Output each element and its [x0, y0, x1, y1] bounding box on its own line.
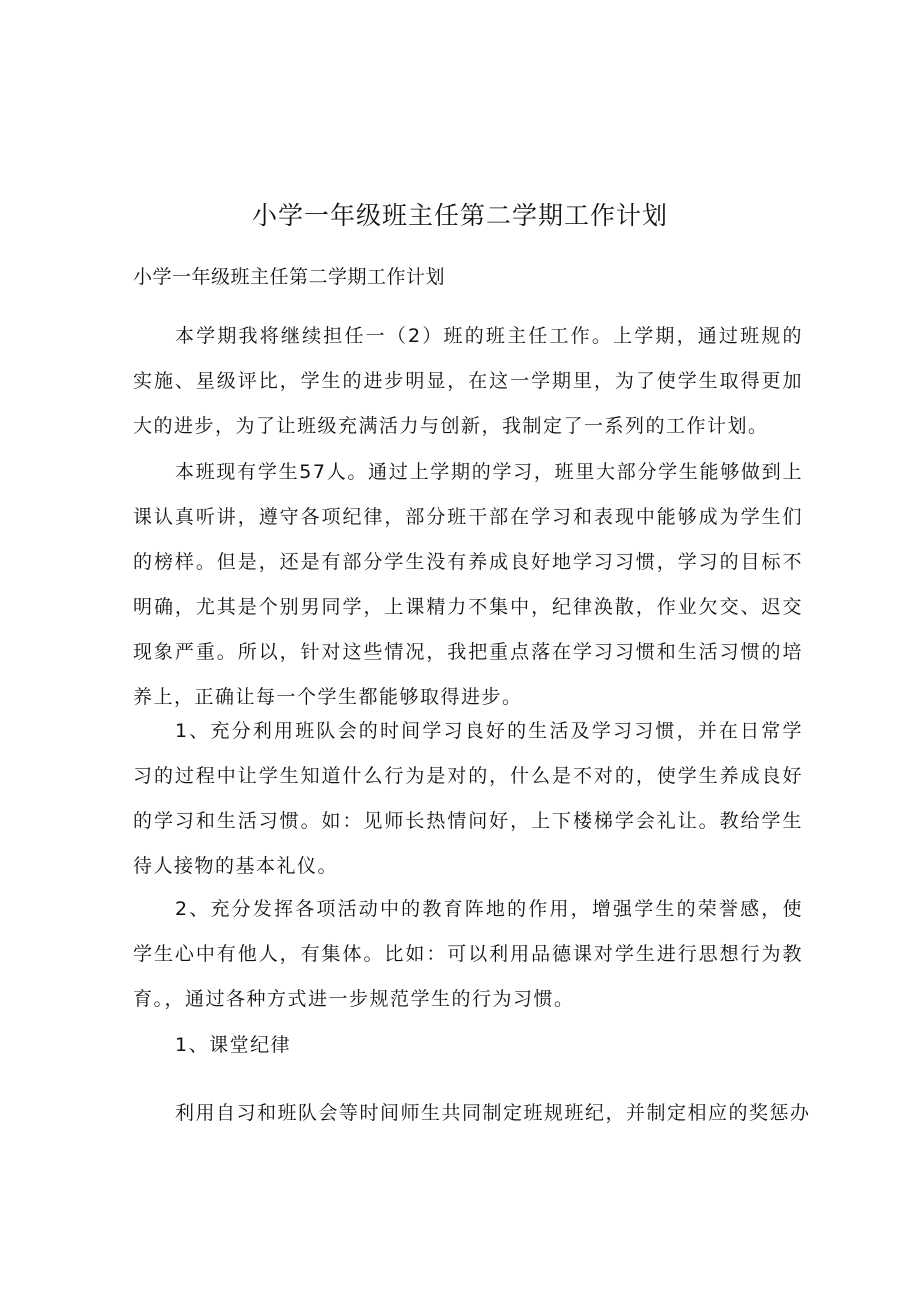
- paragraph-item-1: 1、充分利用班队会的时间学习良好的生活及学习习惯，并在日常学习的过程中让学生知道什么行为是对的，什么是不对的，使学生养成良好的学习和生活习惯。如：见师长热情问好，上下楼梯学会礼让。教给学生待人接物的基本礼仪。: [133, 720, 803, 877]
- section-heading-classroom-discipline: 1、课堂纪律: [175, 1034, 292, 1056]
- paragraph-discipline-rules: 利用自习和班队会等时间师生共同制定班规班纪，并制定相应的奖惩办: [175, 1102, 811, 1124]
- document-title: 小学一年级班主任第二学期工作计划: [251, 201, 668, 230]
- paragraph-intro: 本学期我将继续担任一（2）班的班主任工作。上学期，通过班规的实施、星级评比，学生的进步明显，在这一学期里，为了使学生取得更加大的进步，为了让班级充满活力与创新，我制定了一系列的工作计划。: [133, 325, 803, 437]
- document-subtitle: 小学一年级班主任第二学期工作计划: [133, 266, 446, 288]
- paragraph-item-2: 2、充分发挥各项活动中的教育阵地的作用，增强学生的荣誉感，使学生心中有他人，有集体。比如：可以利用品德课对学生进行思想行为教育。，通过各种方式进一步规范学生的行为习惯。: [133, 898, 803, 1010]
- paragraph-class-situation: 本班现有学生57人。通过上学期的学习，班里大部分学生能够做到上课认真听讲，遵守各项纪律，部分班干部在学习和表现中能够成为学生们的榜样。但是，还是有部分学生没有养成良好地学习习惯，学习的目标不明确，尤其是个别男同学，上课精力不集中，纪律涣散，作业欠交、迟交现象严重。所以，针对这些情况，我把重点落在学习习惯和生活习惯的培养上，正确让每一个学生都能够取得进步。: [133, 461, 803, 708]
